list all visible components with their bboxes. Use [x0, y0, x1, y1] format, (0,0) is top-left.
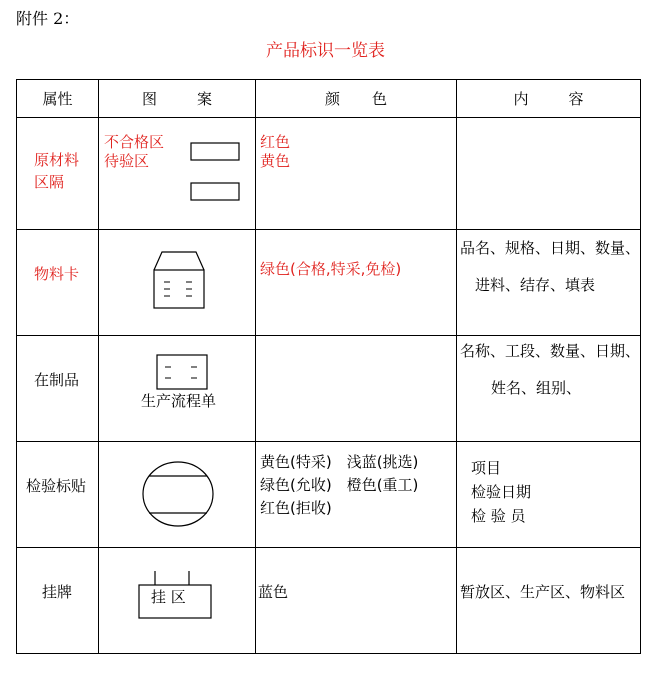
- cell-color: [256, 336, 457, 442]
- header-attribute: 属性: [17, 80, 99, 118]
- inspection-label-icon: [99, 442, 256, 548]
- cell-attribute: [17, 548, 99, 654]
- color-line2: 黄色: [260, 152, 291, 170]
- content-line2: 姓名、组别、: [491, 379, 582, 397]
- cell-attribute: [17, 442, 99, 548]
- table-row: [17, 442, 641, 548]
- color-line1: 蓝色: [258, 583, 289, 601]
- attribute-line1: 检验标贴: [26, 477, 87, 495]
- content-line2: 进料、结存、填表: [475, 276, 596, 294]
- content-line3: 检 验 员: [471, 507, 526, 525]
- cell-color: [256, 118, 457, 230]
- color-line1: 黄色(特采) 浅蓝(挑选): [260, 453, 419, 471]
- content-line1: 品名、规格、日期、数量、: [460, 239, 641, 257]
- header-pattern: [99, 80, 256, 118]
- color-line1: 绿色(合格,特采,免检): [260, 260, 402, 278]
- color-line3: 红色(拒收): [260, 499, 332, 517]
- zone-sign-icons: [99, 118, 256, 230]
- cell-color: [256, 230, 457, 336]
- material-card-icon: [99, 230, 256, 336]
- pattern-label: 生产流程单: [141, 392, 217, 410]
- content-line1: 名称、工段、数量、日期、: [460, 342, 641, 360]
- attribute-line1: 挂牌: [42, 583, 73, 601]
- attribute-line1: 物料卡: [34, 265, 80, 283]
- header-content-char2: 容: [568, 90, 584, 108]
- cell-content: [457, 230, 641, 336]
- table-row: [17, 336, 641, 442]
- color-line1: 红色: [260, 133, 291, 151]
- pattern-label: 挂 区: [151, 588, 186, 606]
- cell-content: [457, 548, 641, 654]
- header-content-char1: 内: [513, 90, 529, 108]
- cell-pattern: [99, 336, 256, 442]
- header-pattern-char1: 图: [141, 90, 157, 108]
- cell-color: [256, 548, 457, 654]
- content-line2: 检验日期: [471, 483, 532, 501]
- header-content: [457, 80, 641, 118]
- pattern-line2: 待验区: [104, 152, 150, 170]
- attachment-label: 附件 2：: [16, 9, 80, 28]
- cell-pattern: [99, 118, 256, 230]
- cell-content: [457, 442, 641, 548]
- header-pattern-char2: 案: [197, 90, 213, 108]
- table-row: [17, 230, 641, 336]
- cell-color: [256, 442, 457, 548]
- attribute-line1: 原材料: [34, 151, 80, 169]
- process-sheet-icon: [99, 336, 256, 442]
- color-line2: 绿色(允收) 橙色(重工): [260, 476, 419, 494]
- header-color: [256, 80, 457, 118]
- table-header-row: [17, 80, 641, 118]
- pattern-line1: 不合格区: [104, 133, 165, 151]
- header-color-char1: 颜: [324, 90, 340, 108]
- table-row: [17, 548, 641, 654]
- page-title: 产品标识一览表: [266, 41, 385, 61]
- cell-content: [457, 118, 641, 230]
- table-row: [17, 118, 641, 230]
- cell-pattern: [99, 442, 256, 548]
- cell-pattern: [99, 548, 256, 654]
- cell-content: [457, 336, 641, 442]
- product-identification-table: [16, 79, 641, 654]
- attribute-line1: 在制品: [34, 371, 80, 389]
- attribute-line2: 区隔: [34, 173, 65, 191]
- cell-attribute: [17, 118, 99, 230]
- cell-attribute: [17, 336, 99, 442]
- content-line1: 暂放区、生产区、物料区: [460, 583, 626, 601]
- header-color-char2: 色: [372, 90, 388, 108]
- content-line1: 项目: [471, 459, 502, 477]
- cell-pattern: [99, 230, 256, 336]
- cell-attribute: [17, 230, 99, 336]
